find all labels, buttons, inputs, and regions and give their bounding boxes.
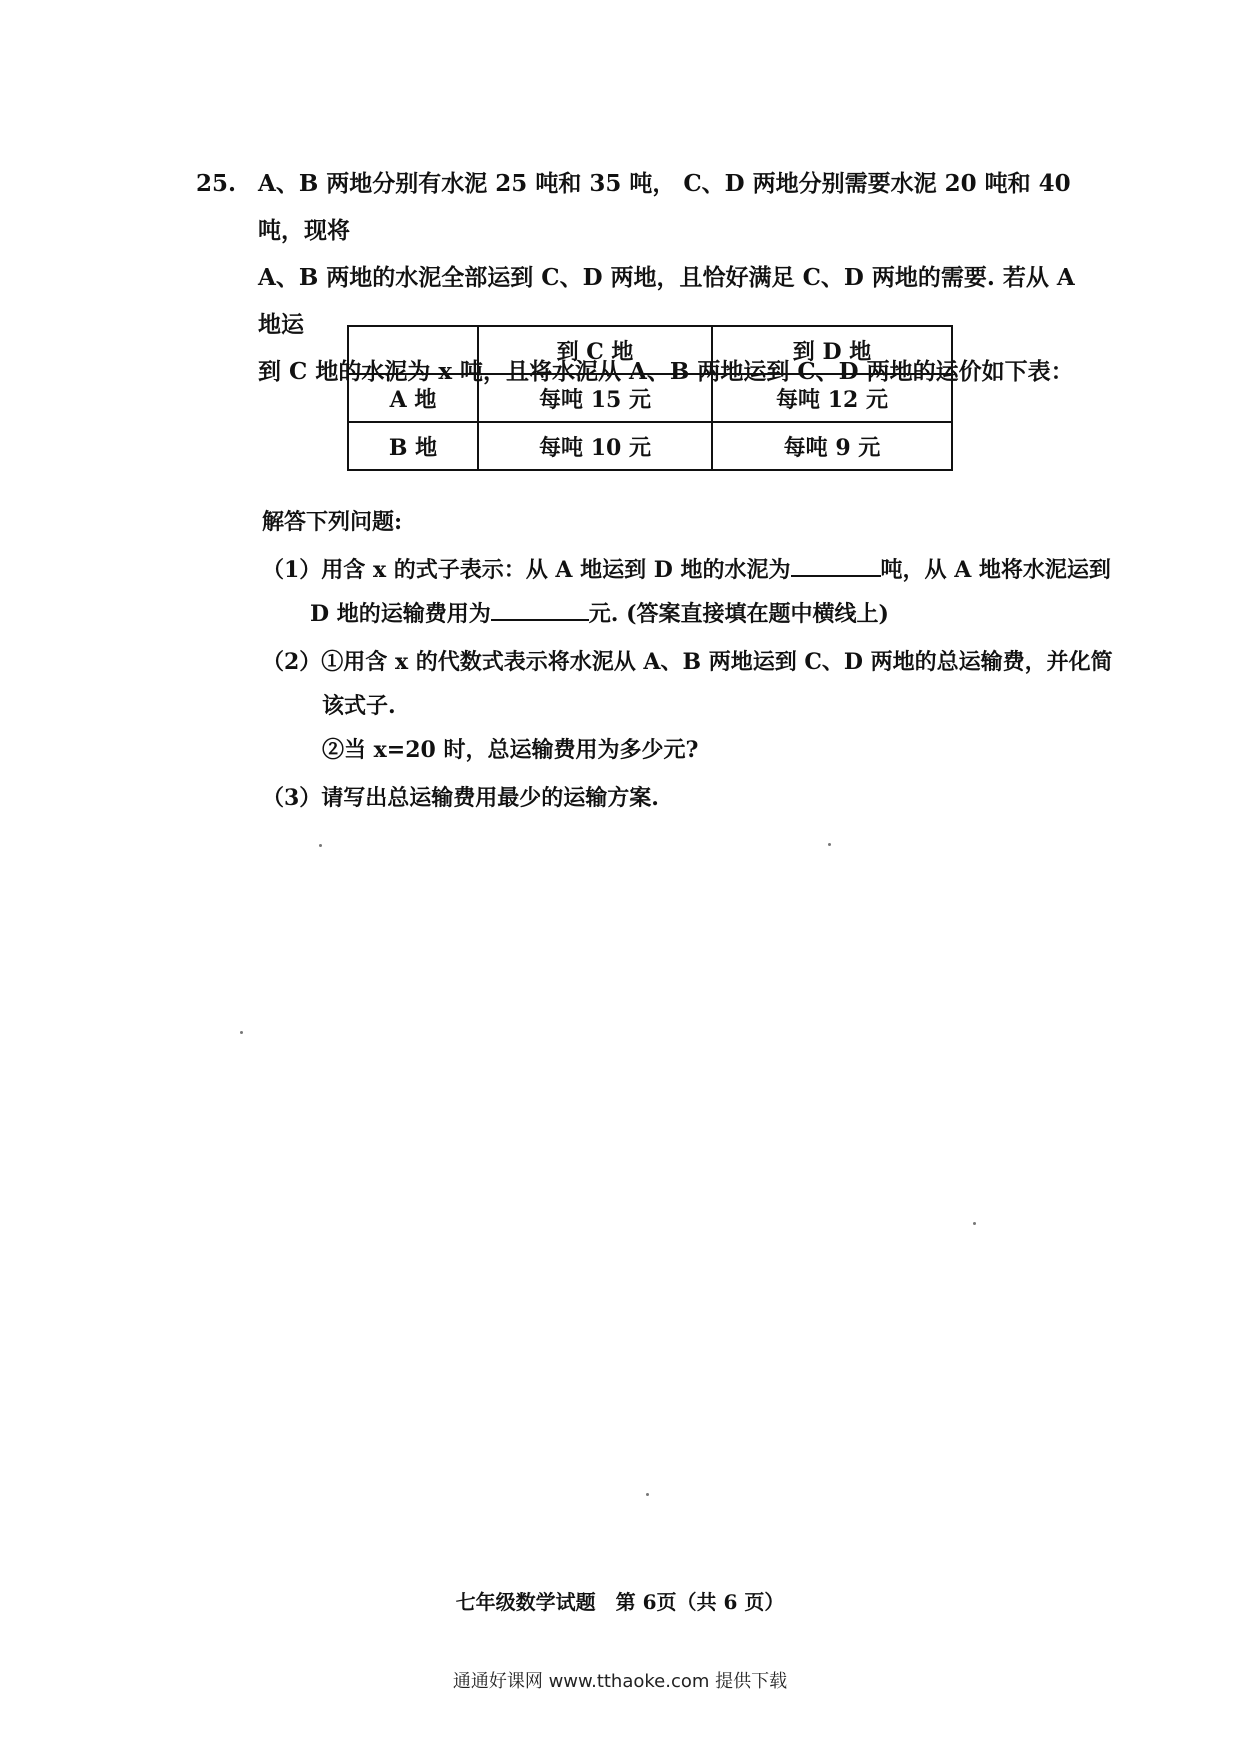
part-1-text: 元. (答案直接填在题中横线上) bbox=[588, 601, 889, 627]
table-row bbox=[348, 422, 952, 470]
part-1-line-2 bbox=[262, 592, 1122, 636]
watermark-text: 通通好课网 www.tthaoke.com 提供下载 bbox=[452, 1671, 788, 1692]
table-cell: 每吨 12 元 bbox=[712, 374, 952, 422]
question-number: 25. bbox=[196, 170, 237, 197]
scan-speck bbox=[319, 844, 322, 847]
part-1-text: 吨，从 A 地将水泥运到 bbox=[880, 557, 1111, 583]
scan-speck bbox=[240, 1031, 243, 1034]
question-stem-line: 到 C 地的水泥为 x 吨，且将水泥从 A、B 两地运到 C、D 两地的运价如下表： bbox=[258, 358, 1074, 385]
table-cell: 每吨 15 元 bbox=[478, 374, 712, 422]
part-2-line-3: ②当 x=20 时，总运输费用为多少元? bbox=[322, 737, 699, 763]
table-row-label: A 地 bbox=[348, 374, 478, 422]
scan-speck bbox=[828, 843, 831, 846]
scan-speck bbox=[646, 1493, 649, 1496]
page-footer: 七年级数学试题 第 6页（共 6 页） bbox=[455, 1590, 785, 1614]
scan-speck bbox=[973, 1222, 976, 1225]
freight-rate-table bbox=[347, 325, 953, 471]
table-corner-cell bbox=[348, 326, 478, 374]
part-3-line: （3）请写出总运输费用最少的运输方案. bbox=[262, 785, 659, 811]
part-1-line-1 bbox=[262, 548, 1122, 592]
table-cell: 每吨 10 元 bbox=[478, 422, 712, 470]
sub-questions bbox=[262, 500, 1122, 820]
table-header-cell: 到 D 地 bbox=[712, 326, 952, 374]
answer-blank[interactable] bbox=[491, 601, 589, 621]
part-1-text: （1）用含 x 的式子表示：从 A 地运到 D 地的水泥为 bbox=[262, 557, 791, 583]
instructions: 解答下列问题: bbox=[262, 509, 403, 535]
question-stem-line: A、B 两地的水泥全部运到 C、D 两地，且恰好满足 C、D 两地的需要. 若从 A 地运 bbox=[258, 264, 1075, 338]
part-1-text: D 地的运输费用为 bbox=[310, 601, 491, 627]
table-row bbox=[348, 374, 952, 422]
table-row-label: B 地 bbox=[348, 422, 478, 470]
table-cell: 每吨 9 元 bbox=[712, 422, 952, 470]
part-2-line-2: 该式子. bbox=[322, 693, 396, 719]
table-header-cell: 到 C 地 bbox=[478, 326, 712, 374]
part-2-line-1: （2）①用含 x 的代数式表示将水泥从 A、B 两地运到 C、D 两地的总运输费，并化简 bbox=[262, 649, 1113, 675]
table-header-row bbox=[348, 326, 952, 374]
answer-blank[interactable] bbox=[791, 557, 881, 577]
question-stem-line: A、B 两地分别有水泥 25 吨和 35 吨， C、D 两地分别需要水泥 20 吨和 40 吨，现将 bbox=[258, 170, 1071, 244]
